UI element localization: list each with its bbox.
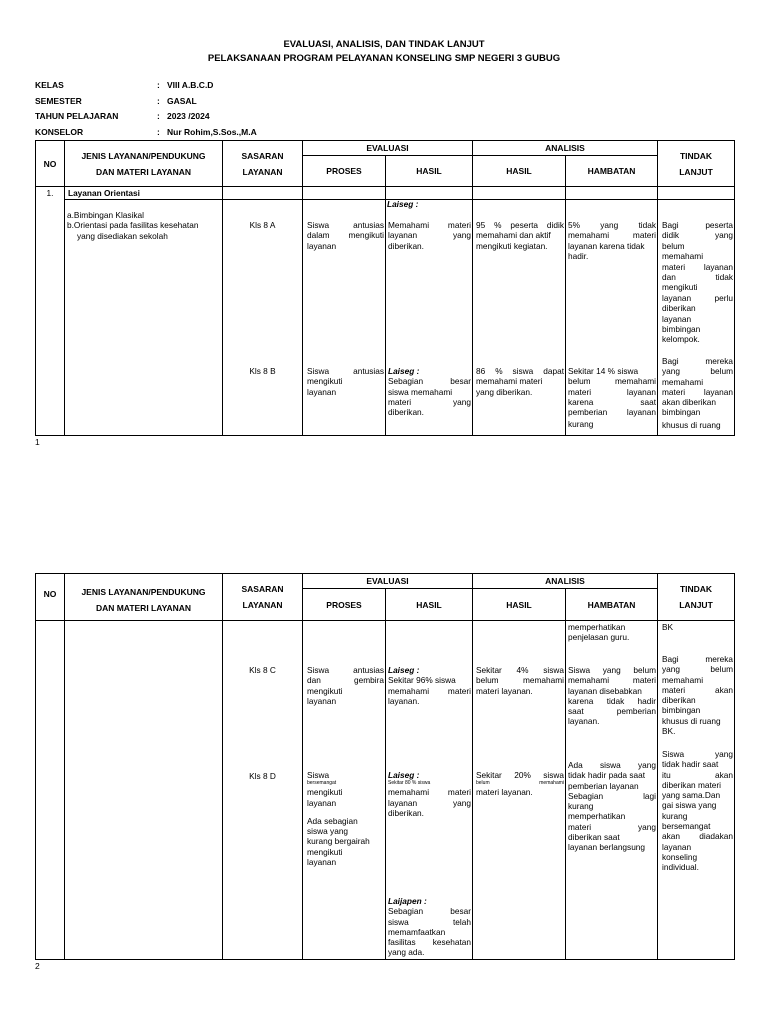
info-label-konselor: KONSELOR <box>35 127 84 137</box>
table-border <box>565 155 566 436</box>
tindak-lanjut-text: Bagi mereka yang belum memahami materi akan diberikan bimbingan khusus di ruang BK. <box>662 654 733 737</box>
section-title: Layanan Orientasi <box>68 188 140 198</box>
header-no: NO <box>43 158 57 169</box>
info-sep: : <box>157 127 160 137</box>
info-label-tahun: TAHUN PELAJARAN <box>35 111 119 121</box>
header-no: NO <box>43 589 57 599</box>
tindak-lanjut-text: Siswa yang tidak hadir saat itu akan diberikan materi yang sama.Dan gai siswa yang kurang bersemangat akan diadakan layanan konseling individual. <box>662 749 733 873</box>
info-sep: : <box>157 80 160 90</box>
proses-text: Siswa antusias dalam mengikuti layanan <box>307 220 384 251</box>
header-hasil-analisis: HASIL <box>506 599 532 610</box>
table-border <box>734 140 735 436</box>
header-evaluasi: EVALUASI <box>366 576 409 586</box>
proses-text: Siswa bersemangat mengikuti layanan Ada sebagian siswa yang kurang bergairah mengikuti layanan <box>307 770 370 868</box>
header-proses: PROSES <box>326 599 362 610</box>
header-sasaran: SASARAN LAYANAN <box>241 150 284 177</box>
table-border <box>35 573 36 960</box>
class-label: Kls 8 D <box>249 771 276 781</box>
hasil-analisis-text: Sekitar 4% siswa belum memahami materi layanan. <box>476 665 564 696</box>
header-hasil-evaluasi: HASIL <box>416 599 442 610</box>
page-number: 2 <box>35 961 40 971</box>
row-number: 1. <box>46 188 54 198</box>
hasil-analisis-text: Sekitar 20% siswa belum memahami materi layanan. <box>476 770 564 798</box>
header-hambatan: HAMBATAN <box>587 166 636 176</box>
hasil-evaluasi-text: Memahami materi layanan yang diberikan. <box>388 220 471 251</box>
hasil-evaluasi-text: Laiseg : Sekitar 80 % siswa memahami materi layanan yang diberikan. <box>388 770 471 818</box>
info-sep: : <box>157 96 160 106</box>
document-title: EVALUASI, ANALISIS, DAN TINDAK LANJUT <box>283 39 485 50</box>
info-value-konselor: Nur Rohim,S.Sos.,M.A <box>167 127 257 137</box>
header-tindak-lanjut: TINDAK LANJUT <box>679 584 713 610</box>
table-border <box>64 573 65 960</box>
header-jenis: JENIS LAYANAN/PENDUKUNG DAN MATERI LAYANAN <box>81 587 206 613</box>
header-proses: PROSES <box>326 166 362 176</box>
proses-text: Siswa antusias mengikuti layanan <box>307 366 384 397</box>
hambatan-text: Sekitar 14 % siswa belum memahami materi layanan karena saat pemberian layanan kurang <box>568 366 656 430</box>
proses-text: Siswa antusias dan gembira mengikuti layanan <box>307 665 384 706</box>
laiseg-label: Laiseg : <box>387 199 419 209</box>
tindak-lanjut-text: Bagi peserta didik yang belum memahami materi layanan dan tidak mengikuti layanan perlu diberikan layanan bimbingan kelompok. <box>662 220 733 345</box>
header-tindak-lanjut: TINDAK LANJUT <box>679 150 713 177</box>
hambatan-text: 5% yang tidak memahami materi layanan karena tidak hadir. <box>568 220 656 261</box>
class-label: Kls 8 B <box>249 366 276 376</box>
info-value-semester: GASAL <box>167 96 197 106</box>
table-border <box>302 573 303 960</box>
hambatan-text: Ada siswa yang tidak hadir pada saat pemberian layanan Sebagian lagi kurang memperhatikan materi yang diberikan saat layanan berlangsung <box>568 760 656 853</box>
header-hasil-analisis: HASIL <box>506 166 532 176</box>
hambatan-text: memperhatikan penjelasan guru. <box>568 622 630 643</box>
tindak-lanjut-text: Bagi mereka yang belum memahami materi layanan akan diberikan bimbingan khusus di ruang <box>662 356 733 430</box>
header-jenis: JENIS LAYANAN/PENDUKUNG DAN MATERI LAYANAN <box>81 150 206 177</box>
header-sasaran: SASARAN LAYANAN <box>241 584 284 610</box>
table-border <box>565 588 566 960</box>
document-subtitle: PELAKSANAAN PROGRAM PELAYANAN KONSELING SMP NEGERI 3 GUBUG <box>207 53 561 64</box>
table-border <box>385 588 386 960</box>
class-label: Kls 8 A <box>249 220 276 230</box>
tindak-lanjut-text: BK <box>662 622 674 632</box>
table-border <box>472 573 473 960</box>
header-evaluasi: EVALUASI <box>366 143 409 153</box>
class-label: Kls 8 C <box>249 665 276 675</box>
page-number: 1 <box>35 437 40 447</box>
header-analisis: ANALISIS <box>545 143 585 153</box>
info-value-kelas: VIII A.B.C.D <box>167 80 214 90</box>
header-hasil-evaluasi: HASIL <box>416 166 442 176</box>
info-label-semester: SEMESTER <box>35 96 82 106</box>
table-border <box>222 573 223 960</box>
table-border <box>734 573 735 960</box>
hasil-analisis-text: 86 % siswa dapat memahami materi yang diberikan. <box>476 366 564 397</box>
header-analisis: ANALISIS <box>545 576 585 586</box>
hambatan-text: Siswa yang belum memahami materi layanan disebabkan karena tidak hadir saat pemberian layanan. <box>568 665 656 727</box>
info-label-kelas: KELAS <box>35 80 64 90</box>
materi-list: a.Bimbingan Klasikal b.Orientasi pada fasilitas kesehatan yang disediakan sekolah <box>67 210 199 241</box>
info-value-tahun: 2023 /2024 <box>167 111 210 121</box>
laijapen-text: Laijapen : Sebagian besar siswa telah memamfaatkan fasilitas kesehatan yang ada. <box>388 896 471 958</box>
header-hambatan: HAMBATAN <box>587 599 636 610</box>
hasil-evaluasi-text: Laiseg : Sekitar 96% siswa memahami materi layanan. <box>388 665 471 706</box>
hasil-analisis-text: 95 % peserta didik memahami dan aktif mengikuti kegiatan. <box>476 220 564 251</box>
hasil-evaluasi-text: Laiseg : Sebagian besar siswa memahami materi yang diberikan. <box>388 366 471 418</box>
info-sep: : <box>157 111 160 121</box>
table-border <box>657 573 658 960</box>
table-border <box>385 155 386 436</box>
